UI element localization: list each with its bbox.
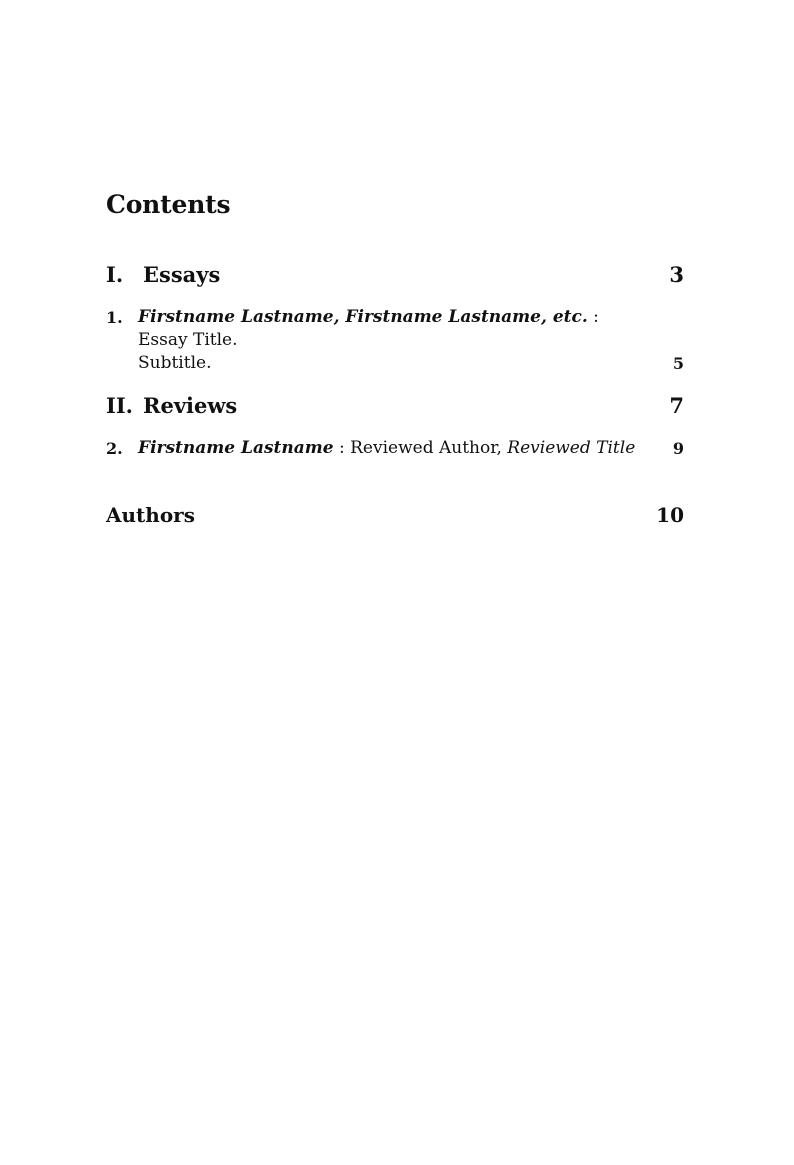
entry-subtitle: Subtitle. bbox=[138, 353, 212, 373]
authors-page-number: 10 bbox=[656, 503, 684, 527]
toc-entry-1[interactable] bbox=[106, 306, 684, 375]
authors-title: Authors bbox=[106, 503, 195, 527]
toc-part-essays[interactable] bbox=[106, 262, 684, 287]
entry-number: 1. bbox=[106, 308, 123, 327]
entry-page-number: 5 bbox=[672, 354, 684, 373]
part-page-number: 3 bbox=[669, 262, 684, 287]
entry-reviewed-author: Reviewed Author, bbox=[350, 438, 502, 458]
entry-page-number: 9 bbox=[672, 439, 684, 458]
part-title: Essays bbox=[143, 262, 221, 287]
entry-title: Essay Title. bbox=[138, 330, 238, 350]
entry-number: 2. bbox=[106, 439, 123, 458]
entry-authors: Firstname Lastname bbox=[138, 438, 334, 458]
part-page-number: 7 bbox=[669, 393, 684, 418]
entry-authors: Firstname Lastname, Firstname Lastname, etc. bbox=[138, 307, 588, 327]
toc-authors[interactable] bbox=[106, 503, 684, 527]
entry-reviewed-title: Reviewed Title bbox=[507, 438, 636, 458]
part-title: Reviews bbox=[143, 393, 238, 418]
toc-part-reviews[interactable] bbox=[106, 393, 684, 418]
part-numeral: I. bbox=[106, 262, 124, 287]
part-numeral: II. bbox=[106, 393, 133, 418]
entry-separator: : bbox=[587, 307, 599, 327]
toc-entry-2[interactable] bbox=[106, 437, 684, 460]
page-title: Contents bbox=[106, 190, 231, 219]
entry-separator: : bbox=[333, 438, 351, 458]
